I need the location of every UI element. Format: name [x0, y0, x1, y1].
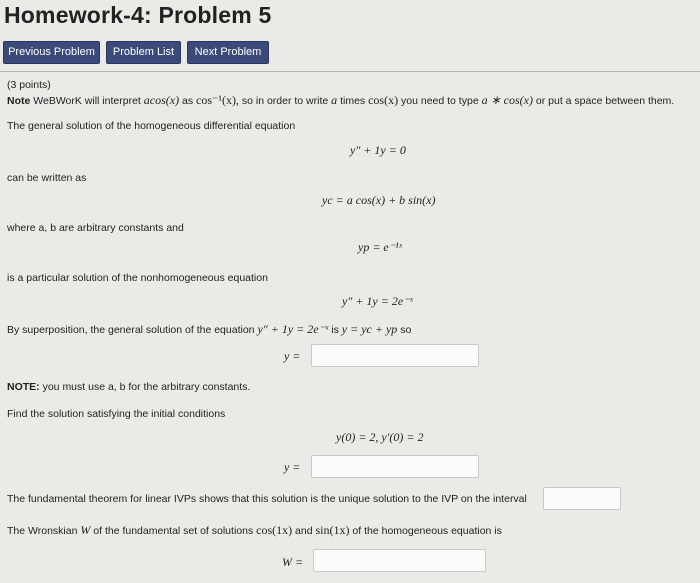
note-cosx: cos(x): [368, 93, 399, 107]
note-label: Note: [7, 95, 31, 107]
y-answer-label-2: y =: [284, 460, 301, 474]
note-text-3: times: [340, 95, 366, 107]
problem-list-button[interactable]: Problem List: [106, 41, 181, 64]
homogeneous-equation: y″ + 1y = 0: [350, 143, 406, 157]
wronskian-text-3: of the homogeneous equation is: [352, 525, 502, 537]
wronskian-w: W: [80, 523, 91, 537]
wronskian-sin: sin(1x): [315, 523, 350, 537]
wronskian-line: [7, 523, 502, 538]
superposition-so: so: [400, 324, 412, 336]
note-text-5: or put a space between them.: [535, 95, 675, 107]
where-text: where a, b are arbitrary constants and: [7, 222, 184, 234]
wronskian-text: The Wronskian: [7, 525, 78, 537]
y-answer-label: y =: [284, 349, 301, 363]
next-problem-button[interactable]: Next Problem: [187, 41, 269, 64]
superposition-text: By superposition, the general solution of the equation: [7, 324, 255, 336]
superposition-line: [7, 322, 411, 337]
previous-problem-button[interactable]: Previous Problem: [3, 41, 100, 64]
yp-equation: yp = e⁻¹ˣ: [358, 240, 403, 254]
general-solution-input[interactable]: [311, 344, 479, 367]
note-line: [7, 93, 674, 108]
initial-conditions: y(0) = 2, y′(0) = 2: [336, 430, 424, 444]
note-text-4: you need to type: [401, 95, 479, 107]
can-be-written-text: can be written as: [7, 172, 87, 184]
wronskian-text-2: of the fundamental set of solutions: [93, 525, 254, 537]
note-as: as: [182, 95, 194, 107]
header-divider: [0, 71, 700, 72]
particular-text: is a particular solution of the nonhomogeneous equation: [7, 272, 268, 284]
note2-text: you must use a, b for the arbitrary constants.: [42, 381, 251, 393]
note2-line: [7, 381, 250, 393]
note-acos: acos(x): [143, 93, 180, 107]
wronskian-input[interactable]: [313, 549, 486, 572]
find-text: Find the solution satisfying the initial conditions: [7, 408, 226, 420]
nonhomogeneous-equation: y″ + 1y = 2e⁻ˣ: [342, 294, 413, 308]
interval-input[interactable]: [543, 487, 621, 510]
fundamental-text: The fundamental theorem for linear IVPs shows that this solution is the unique solution to the IVP on the interval: [7, 493, 527, 505]
intro-text: The general solution of the homogeneous differential equation: [7, 120, 296, 132]
superposition-sum: y = yc + yp: [341, 322, 398, 336]
note-text: WeBWorK will interpret: [33, 95, 141, 107]
page-title: Homework-4: Problem 5: [4, 2, 272, 28]
wronskian-cos: cos(1x): [256, 523, 293, 537]
ivp-solution-input[interactable]: [311, 455, 479, 478]
wronskian-and: and: [295, 525, 313, 537]
note-a: a: [331, 93, 338, 107]
note-text-2: so in order to write: [241, 95, 329, 107]
points-label: (3 points): [7, 79, 51, 91]
note-cosinv: cos⁻¹(x),: [196, 93, 239, 107]
note-acosx: a ∗ cos(x): [481, 93, 533, 107]
yc-equation: yc = a cos(x) + b sin(x): [322, 193, 436, 207]
w-answer-label: W =: [282, 555, 304, 569]
note2-label: NOTE:: [7, 381, 40, 393]
superposition-is: is: [331, 324, 339, 336]
superposition-equation: y″ + 1y = 2e⁻ˣ: [257, 322, 329, 336]
